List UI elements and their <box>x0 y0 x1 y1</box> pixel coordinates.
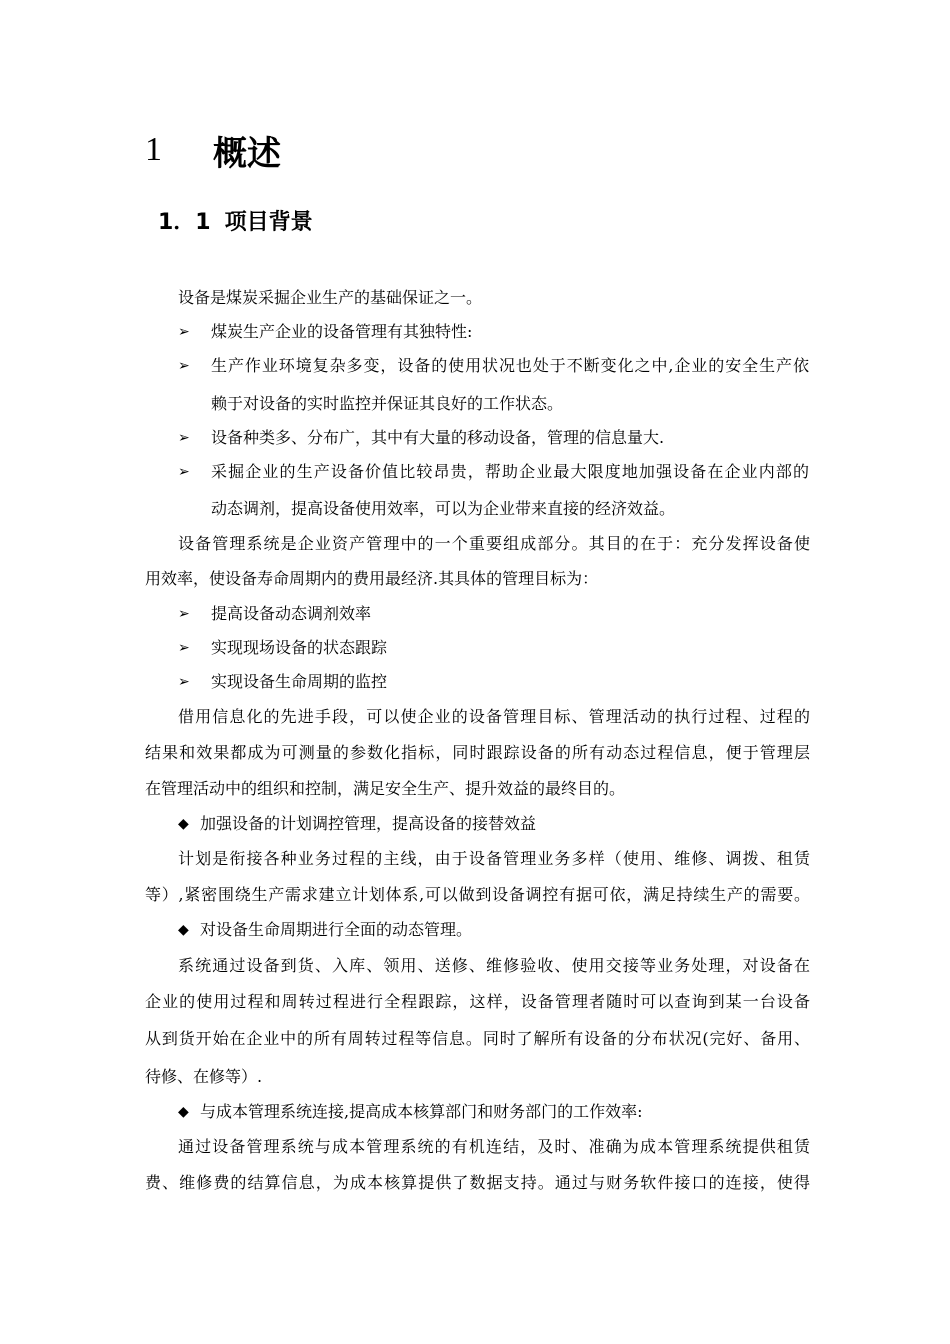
bullet-text: 设备种类多、分布广，其中有大量的移动设备，管理的信息量大. <box>211 428 665 447</box>
diamond-bullet-icon: ◆ <box>178 816 189 832</box>
paragraph-line: 用效率，使设备寿命周期内的费用最经济.其具体的管理目标为： <box>145 569 599 588</box>
paragraph-line: 通过设备管理系统与成本管理系统的有机连结，及时、准确为成本管理系统提供租赁 <box>178 1137 810 1156</box>
bullet-item <box>178 320 810 344</box>
bullet-text: 实现现场设备的状态跟踪 <box>211 638 388 657</box>
diamond-item <box>178 812 536 836</box>
paragraph-line: 设备管理系统是企业资产管理中的一个重要组成部分。其目的在于：充分发挥设备使 <box>178 534 810 553</box>
diamond-bullet-icon: ◆ <box>178 1104 189 1120</box>
paragraph-line: 借用信息化的先进手段，可以使企业的设备管理目标、管理活动的执行过程、过程的 <box>178 707 810 726</box>
section-number: 1．1 <box>158 209 211 235</box>
paragraph-line: 结果和效果都成为可测量的参数化指标，同时跟踪设备的所有动态过程信息，便于管理层 <box>145 743 810 762</box>
bullet-text: 煤炭生产企业的设备管理有其独特性: <box>211 322 473 341</box>
paragraph-line: 费、维修费的结算信息，为成本核算提供了数据支持。通过与财务软件接口的连接，使得 <box>145 1173 810 1192</box>
paragraph-line: 待修、在修等）. <box>145 1067 263 1086</box>
diamond-bullet-icon: ◆ <box>178 922 189 938</box>
arrow-bullet-icon: ➢ <box>178 674 190 690</box>
arrow-bullet-icon: ➢ <box>178 358 190 374</box>
bullet-item <box>178 636 810 660</box>
arrow-bullet-icon: ➢ <box>178 324 190 340</box>
bullet-item <box>178 460 810 484</box>
bullet-text: 采掘企业的生产设备价值比较昂贵，帮助企业最大限度地加强设备在企业内部的 <box>211 462 809 481</box>
bullet-item <box>178 602 810 626</box>
diamond-item <box>178 1100 642 1124</box>
bullet-item <box>178 354 810 378</box>
arrow-bullet-icon: ➢ <box>178 640 190 656</box>
diamond-text: 与成本管理系统连接,提高成本核算部门和财务部门的工作效率: <box>200 1102 643 1121</box>
paragraph-line: 设备是煤炭采掘企业生产的基础保证之一。 <box>178 288 483 307</box>
chapter-number: 1 <box>145 131 162 168</box>
chapter-heading <box>145 128 281 172</box>
paragraph-line: 企业的使用过程和周转过程进行全程跟踪，这样，设备管理者随时可以查询到某一台设备 <box>145 992 810 1011</box>
section-title: 项目背景 <box>224 209 313 235</box>
chapter-title: 概述 <box>213 133 281 174</box>
bullet-continuation: 赖于对设备的实时监控并保证其良好的工作状态。 <box>211 394 564 413</box>
section-heading <box>158 203 313 237</box>
arrow-bullet-icon: ➢ <box>178 430 190 446</box>
paragraph-line: 在管理活动中的组织和控制，满足安全生产、提升效益的最终目的。 <box>145 779 626 798</box>
paragraph-line: 从到货开始在企业中的所有周转过程等信息。同时了解所有设备的分布状况(完好、备用、 <box>145 1029 810 1048</box>
bullet-text: 生产作业环境复杂多变，设备的使用状况也处于不断变化之中,企业的安全生产依 <box>211 356 809 375</box>
bullet-text: 实现设备生命周期的监控 <box>211 672 388 691</box>
bullet-continuation: 动态调剂，提高设备使用效率，可以为企业带来直接的经济效益。 <box>211 499 676 518</box>
arrow-bullet-icon: ➢ <box>178 464 190 480</box>
paragraph-line: 等）,紧密围绕生产需求建立计划体系,可以做到设备调控有据可依，满足持续生产的需要。 <box>145 885 810 904</box>
paragraph-line: 系统通过设备到货、入库、领用、送修、维修验收、使用交接等业务处理，对设备在 <box>178 956 810 975</box>
arrow-bullet-icon: ➢ <box>178 606 190 622</box>
bullet-text: 提高设备动态调剂效率 <box>211 604 372 623</box>
bullet-item <box>178 426 810 450</box>
bullet-item <box>178 670 810 694</box>
diamond-text: 对设备生命周期进行全面的动态管理。 <box>200 920 473 939</box>
diamond-text: 加强设备的计划调控管理，提高设备的接替效益 <box>200 814 537 833</box>
diamond-item <box>178 918 472 942</box>
paragraph-line: 计划是衔接各种业务过程的主线，由于设备管理业务多样（使用、维修、调拨、租赁 <box>178 849 810 868</box>
